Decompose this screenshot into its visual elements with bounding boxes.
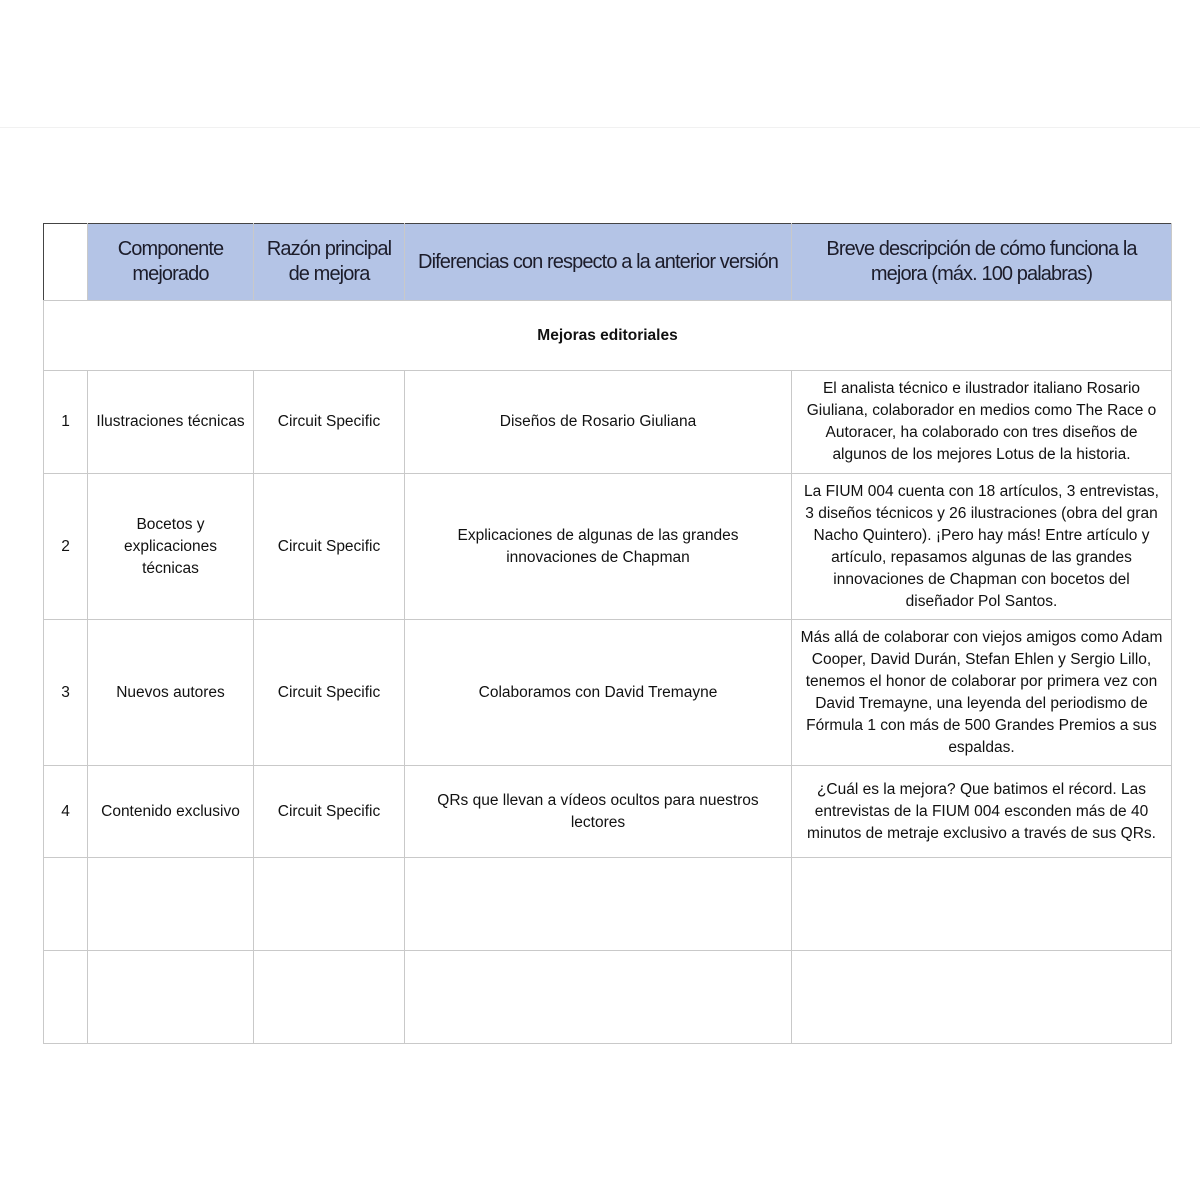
description-cell: La FIUM 004 cuenta con 18 artículos, 3 entrevistas, 3 diseños técnicos y 26 ilustraciones (obra del gran Nacho Quintero). ¡Pero hay más! Entre artículo y artículo, repasamos algunas de las grandes innovaciones de Chapman con bocetos del diseñador Pol Santos. xyxy=(792,474,1172,620)
empty-row xyxy=(44,858,1172,951)
empty-cell xyxy=(405,858,792,951)
header-cell-reason: Razón principal de mejora xyxy=(254,224,405,301)
empty-cell xyxy=(254,951,405,1044)
empty-row xyxy=(44,951,1172,1044)
row-number: 3 xyxy=(44,620,88,766)
header-cell-number xyxy=(44,224,88,301)
empty-cell xyxy=(44,951,88,1044)
table-row xyxy=(44,620,1172,766)
component-cell: Contenido exclusivo xyxy=(88,766,254,858)
empty-cell xyxy=(792,858,1172,951)
top-divider xyxy=(0,127,1200,128)
header-cell-differences: Diferencias con respecto a la anterior versión xyxy=(405,224,792,301)
empty-cell xyxy=(792,951,1172,1044)
differences-cell: Colaboramos con David Tremayne xyxy=(405,620,792,766)
empty-cell xyxy=(254,858,405,951)
component-cell: Ilustraciones técnicas xyxy=(88,371,254,474)
improvements-table xyxy=(43,223,1172,1044)
component-cell: Nuevos autores xyxy=(88,620,254,766)
header-row xyxy=(44,224,1172,301)
table-row xyxy=(44,766,1172,858)
row-number: 1 xyxy=(44,371,88,474)
description-cell: ¿Cuál es la mejora? Que batimos el récord. Las entrevistas de la FIUM 004 esconden más de 40 minutos de metraje exclusivo a través de sus QRs. xyxy=(792,766,1172,858)
empty-cell xyxy=(88,951,254,1044)
empty-cell xyxy=(88,858,254,951)
table-row xyxy=(44,371,1172,474)
header-cell-component: Componente mejorado xyxy=(88,224,254,301)
reason-cell: Circuit Specific xyxy=(254,474,405,620)
row-number: 4 xyxy=(44,766,88,858)
table-row xyxy=(44,474,1172,620)
differences-cell: Diseños de Rosario Giuliana xyxy=(405,371,792,474)
section-row xyxy=(44,301,1172,371)
header-cell-description: Breve descripción de cómo funciona la mejora (máx. 100 palabras) xyxy=(792,224,1172,301)
empty-cell xyxy=(44,858,88,951)
component-cell: Bocetos y explicaciones técnicas xyxy=(88,474,254,620)
description-cell: El analista técnico e ilustrador italiano Rosario Giuliana, colaborador en medios como The Race o Autoracer, ha colaborado con tres diseños de algunos de los mejores Lotus de la historia. xyxy=(792,371,1172,474)
description-cell: Más allá de colaborar con viejos amigos como Adam Cooper, David Durán, Stefan Ehlen y Sergio Lillo, tenemos el honor de colaborar por primera vez con David Tremayne, una leyenda del periodismo de Fórmula 1 con más de 500 Grandes Premios a sus espaldas. xyxy=(792,620,1172,766)
empty-cell xyxy=(405,951,792,1044)
differences-cell: QRs que llevan a vídeos ocultos para nuestros lectores xyxy=(405,766,792,858)
row-number: 2 xyxy=(44,474,88,620)
reason-cell: Circuit Specific xyxy=(254,620,405,766)
reason-cell: Circuit Specific xyxy=(254,766,405,858)
differences-cell: Explicaciones de algunas de las grandes innovaciones de Chapman xyxy=(405,474,792,620)
reason-cell: Circuit Specific xyxy=(254,371,405,474)
section-title: Mejoras editoriales xyxy=(44,301,1172,371)
